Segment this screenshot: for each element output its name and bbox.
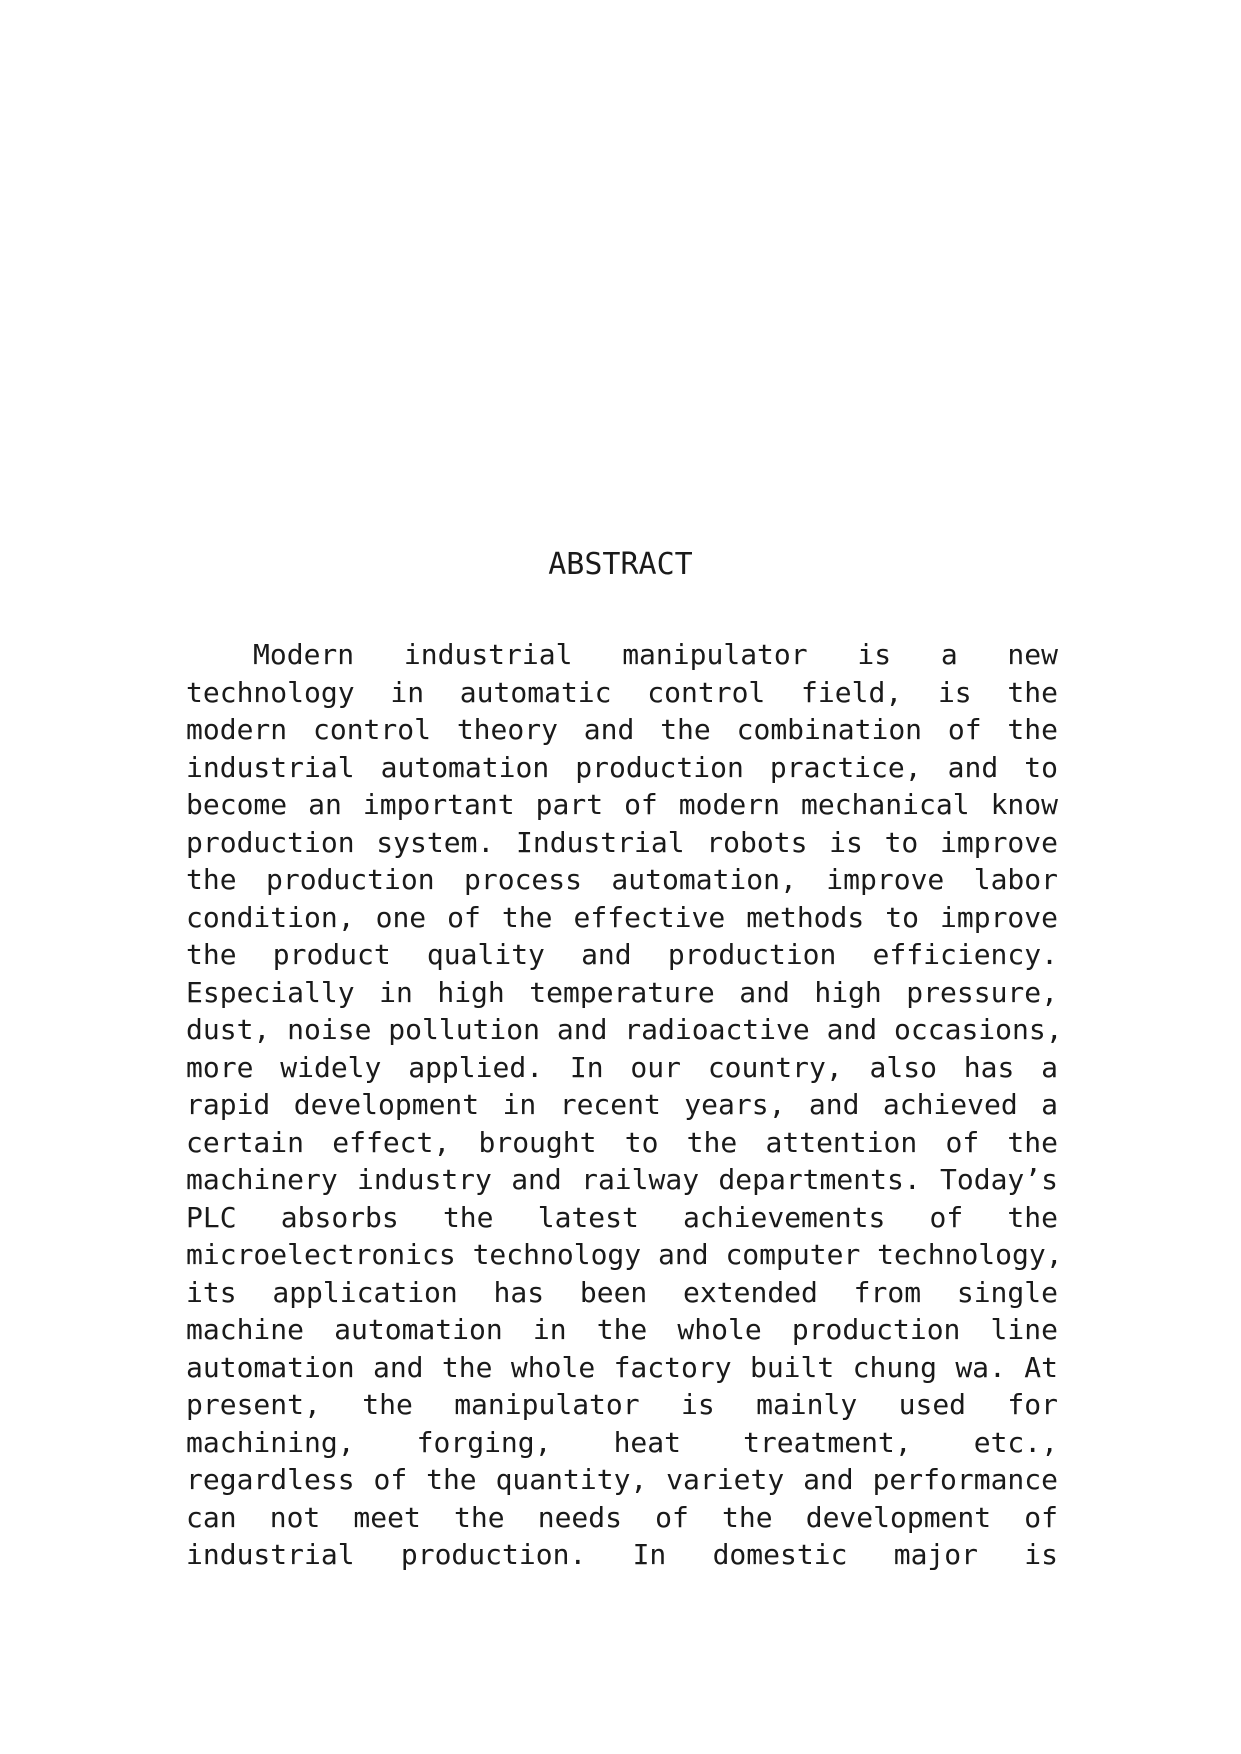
abstract-line: condition, one of the effective methods to improve <box>186 900 1058 934</box>
abstract-line: modern control theory and the combination of the <box>186 713 1058 746</box>
abstract-line: machinery industry and railway departments. Today’s <box>186 1163 1058 1196</box>
abstract-line: become an important part of modern mechanical know <box>186 788 1058 821</box>
abstract-line: automation and the whole factory built chung wa. At <box>186 1350 1058 1384</box>
abstract-line: production system. Industrial robots is to improve <box>186 825 1058 859</box>
abstract-line: dust, noise pollution and radioactive and occasions, <box>186 1013 1063 1046</box>
abstract-line: microelectronics technology and computer technology, <box>186 1238 1063 1271</box>
abstract-body <box>186 636 1063 1574</box>
abstract-line: machine automation in the whole production line <box>186 1313 1058 1346</box>
abstract-line: rapid development in recent years, and achieved a <box>186 1088 1058 1121</box>
abstract-line: certain effect, brought to the attention of the <box>186 1125 1058 1159</box>
abstract-line: Modern industrial manipulator is a new <box>253 638 1058 671</box>
abstract-line: present, the manipulator is mainly used for <box>186 1388 1058 1421</box>
abstract-title: ABSTRACT <box>548 547 693 582</box>
abstract-line: its application has been extended from single <box>186 1275 1058 1309</box>
abstract-line: technology in automatic control field, is the <box>186 675 1058 709</box>
abstract-line: the production process automation, improve labor <box>186 863 1058 896</box>
abstract-line: can not meet the needs of the development of <box>186 1500 1058 1534</box>
abstract-line: industrial production. In domestic major is <box>186 1538 1058 1571</box>
abstract-line: the product quality and production efficiency. <box>186 938 1058 971</box>
abstract-line: machining, forging, heat treatment, etc., <box>186 1425 1058 1459</box>
abstract-line: more widely applied. In our country, also has a <box>186 1050 1058 1084</box>
abstract-line: industrial automation production practice, and to <box>186 750 1058 784</box>
abstract-line: PLC absorbs the latest achievements of the <box>186 1200 1058 1234</box>
abstract-line: regardless of the quantity, variety and performance <box>186 1463 1058 1496</box>
abstract-line: Especially in high temperature and high pressure, <box>186 975 1058 1009</box>
